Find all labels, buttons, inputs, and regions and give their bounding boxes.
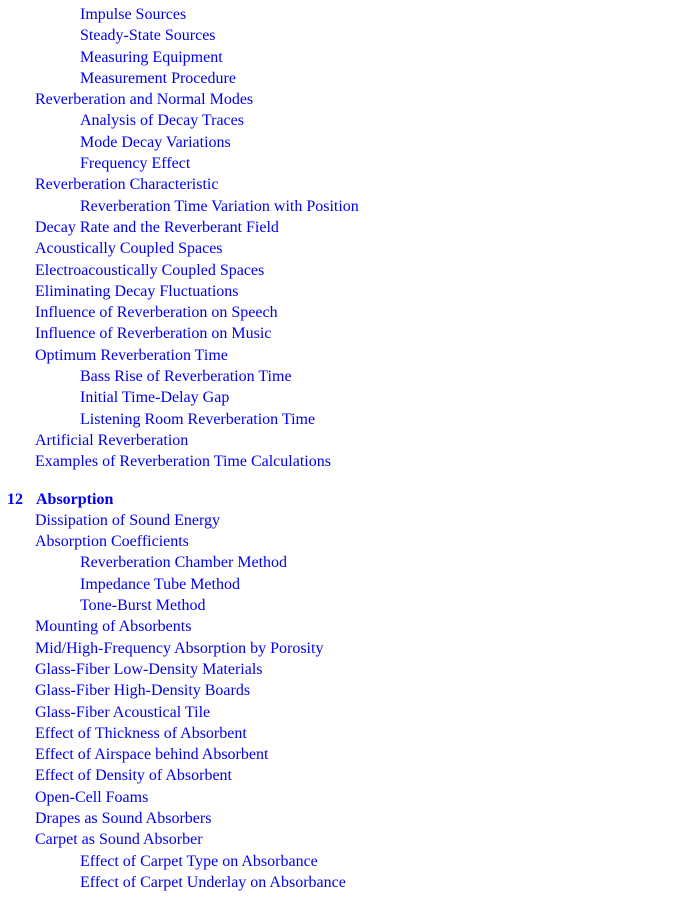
toc-link-eliminating-decay-fluctuations[interactable]: Eliminating Decay Fluctuations (35, 282, 239, 300)
toc-entry (0, 68, 695, 89)
toc-link-initial-time-delay-gap[interactable]: Initial Time-Delay Gap (80, 389, 230, 407)
toc-entry (0, 366, 695, 387)
toc-entry (0, 387, 695, 408)
toc-link-electroacoustically-coupled-spaces[interactable]: Electroacoustically Coupled Spaces (35, 261, 265, 279)
toc-entry (0, 260, 695, 281)
toc-link-reverberation-time-variation[interactable]: Reverberation Time Variation with Position (80, 197, 359, 215)
toc-entry (0, 872, 695, 893)
toc-link-carpet-as-sound-absorber[interactable]: Carpet as Sound Absorber (35, 831, 203, 849)
toc-link-mounting-of-absorbents[interactable]: Mounting of Absorbents (35, 618, 192, 636)
toc-entry (0, 217, 695, 238)
toc-entry (0, 531, 695, 552)
toc-link-effect-of-carpet-underlay[interactable]: Effect of Carpet Underlay on Absorbance (80, 873, 346, 891)
toc-link-analysis-of-decay-traces[interactable]: Analysis of Decay Traces (80, 112, 244, 130)
toc-entry (0, 238, 695, 259)
toc-entry (0, 829, 695, 850)
toc-entry (0, 323, 695, 344)
toc-entry (0, 345, 695, 366)
toc-link-reverberation-on-speech[interactable]: Influence of Reverberation on Speech (35, 304, 278, 322)
toc-entry (0, 851, 695, 872)
toc-entry (0, 451, 695, 472)
toc-entry (0, 723, 695, 744)
toc-link-measuring-equipment[interactable]: Measuring Equipment (80, 48, 223, 66)
toc-link-absorption-coefficients[interactable]: Absorption Coefficients (35, 533, 189, 551)
toc-entry (0, 787, 695, 808)
toc-link-acoustically-coupled-spaces[interactable]: Acoustically Coupled Spaces (35, 240, 223, 258)
toc-entry (0, 110, 695, 131)
toc-entry (0, 430, 695, 451)
toc-entry (0, 744, 695, 765)
toc-link-open-cell-foams[interactable]: Open-Cell Foams (35, 788, 149, 806)
toc-entry (0, 196, 695, 217)
toc-entry (0, 638, 695, 659)
toc-link-artificial-reverberation[interactable]: Artificial Reverberation (35, 431, 189, 449)
toc-entry (0, 510, 695, 531)
toc-link-effect-of-airspace[interactable]: Effect of Airspace behind Absorbent (35, 746, 269, 764)
toc-link-decay-rate-reverberant-field[interactable]: Decay Rate and the Reverberant Field (35, 218, 279, 236)
toc-entry (0, 47, 695, 68)
toc-link-drapes-as-sound-absorbers[interactable]: Drapes as Sound Absorbers (35, 809, 212, 827)
toc-entry (0, 702, 695, 723)
chapter-heading (0, 489, 695, 510)
toc-link-reverberation-and-normal-modes[interactable]: Reverberation and Normal Modes (35, 91, 254, 109)
toc-entry (0, 153, 695, 174)
section-reverberation-list (0, 4, 695, 473)
chapter-number: 12 (7, 490, 23, 508)
toc-link-optimum-reverberation-time[interactable]: Optimum Reverberation Time (35, 346, 228, 364)
toc-link-dissipation-of-sound-energy[interactable]: Dissipation of Sound Energy (35, 511, 221, 529)
toc-entry (0, 659, 695, 680)
toc-entry (0, 89, 695, 110)
toc-link-bass-rise[interactable]: Bass Rise of Reverberation Time (80, 368, 292, 386)
toc-link-reverberation-chamber-method[interactable]: Reverberation Chamber Method (80, 554, 288, 572)
chapter-spacer (0, 473, 695, 489)
table-of-contents (0, 4, 695, 893)
toc-entry (0, 281, 695, 302)
toc-link-impedance-tube-method[interactable]: Impedance Tube Method (80, 575, 240, 593)
toc-entry (0, 174, 695, 195)
toc-entry (0, 765, 695, 786)
toc-entry (0, 680, 695, 701)
toc-entry (0, 552, 695, 573)
toc-link-steady-state-sources[interactable]: Steady-State Sources (80, 27, 216, 45)
toc-link-impulse-sources[interactable]: Impulse Sources (80, 6, 187, 23)
toc-link-frequency-effect[interactable]: Frequency Effect (80, 155, 191, 173)
chapter-title-link[interactable]: Absorption (36, 490, 114, 508)
toc-link-reverberation-time-calculations[interactable]: Examples of Reverberation Time Calculations (35, 453, 331, 471)
toc-link-effect-of-thickness[interactable]: Effect of Thickness of Absorbent (35, 724, 247, 742)
toc-entry (0, 574, 695, 595)
toc-link-mid-high-frequency-absorption[interactable]: Mid/High-Frequency Absorption by Porosity (35, 639, 324, 657)
toc-link-effect-of-carpet-type[interactable]: Effect of Carpet Type on Absorbance (80, 852, 318, 870)
toc-entry (0, 616, 695, 637)
toc-link-tone-burst-method[interactable]: Tone-Burst Method (80, 597, 206, 615)
toc-entry (0, 302, 695, 323)
toc-entry (0, 4, 695, 25)
toc-link-reverberation-characteristic[interactable]: Reverberation Characteristic (35, 176, 219, 194)
toc-link-effect-of-density[interactable]: Effect of Density of Absorbent (35, 767, 232, 785)
toc-entry (0, 595, 695, 616)
toc-link-reverberation-on-music[interactable]: Influence of Reverberation on Music (35, 325, 272, 343)
toc-entry (0, 808, 695, 829)
toc-link-glass-fiber-low-density[interactable]: Glass-Fiber Low-Density Materials (35, 660, 263, 678)
toc-link-glass-fiber-high-density[interactable]: Glass-Fiber High-Density Boards (35, 682, 251, 700)
toc-link-mode-decay-variations[interactable]: Mode Decay Variations (80, 133, 231, 151)
toc-entry (0, 409, 695, 430)
section-absorption-list (0, 510, 695, 893)
toc-link-listening-room-reverberation[interactable]: Listening Room Reverberation Time (80, 410, 316, 428)
toc-link-measurement-procedure[interactable]: Measurement Procedure (80, 69, 236, 87)
toc-entry (0, 132, 695, 153)
toc-link-glass-fiber-acoustical-tile[interactable]: Glass-Fiber Acoustical Tile (35, 703, 211, 721)
toc-entry (0, 25, 695, 46)
